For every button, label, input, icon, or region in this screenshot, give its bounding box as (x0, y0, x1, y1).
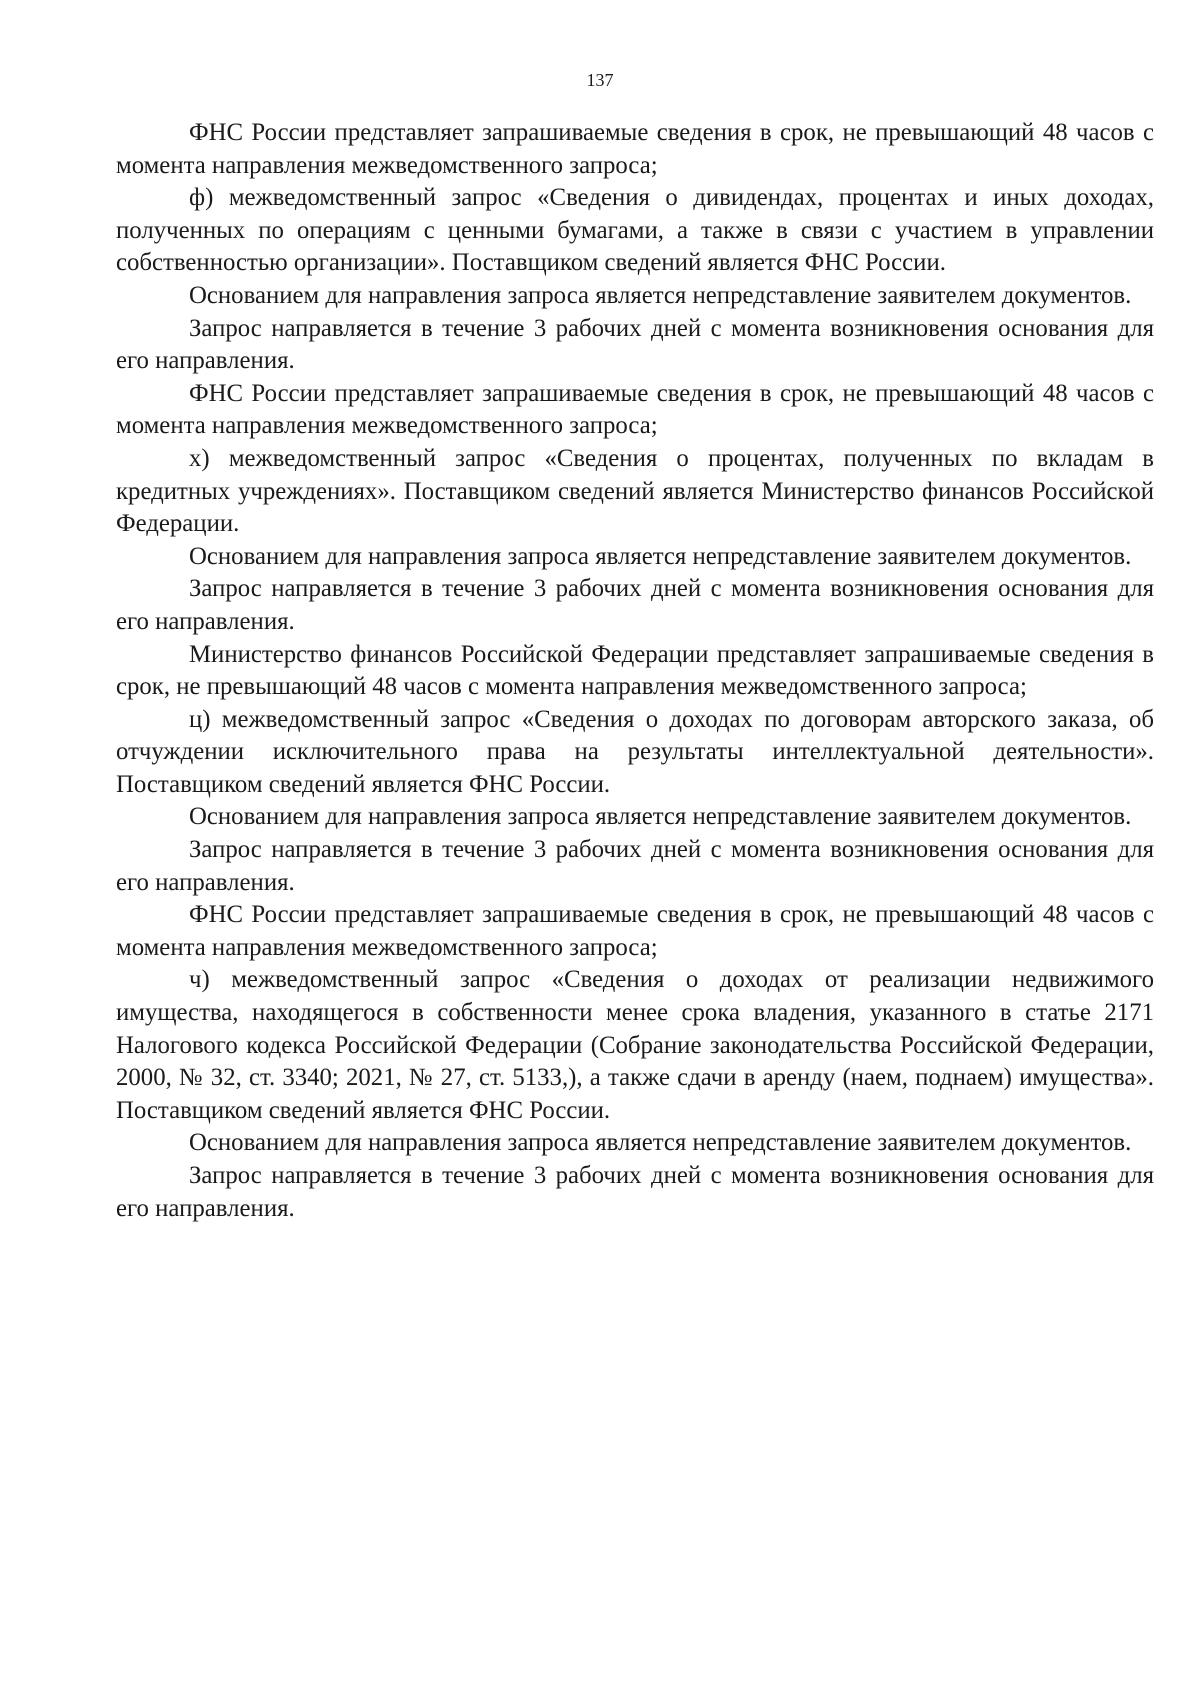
paragraph: Основанием для направления запроса является непредставление заявителем документов. (189, 1129, 1132, 1157)
paragraph: х) межведомственный запрос «Сведения о процентах, полученных по вкладам в кредитных учреждениях». Поставщиком сведений является Министерство финансов Российской Федерации. (116, 444, 1154, 538)
paragraph: Запрос направляется в течение 3 рабочих дней с момента возникновения основания для его направления. (116, 1162, 1154, 1222)
paragraph: Министерство финансов Российской Федерации представляет запрашиваемые сведения в срок, не превышающий 48 часов с момента направления межведомственного запроса; (116, 640, 1154, 701)
paragraph: ф) межведомственный запрос «Сведения о дивидендах, процентах и иных доходах, полученных по операциям с ценными бумагами, а также в связи с участием в управлении собственностью организации». Поставщиком сведений является ФНС России. (116, 184, 1154, 277)
paragraph: Основанием для направления запроса является непредставление заявителем документов. (189, 803, 1132, 831)
paragraph: Запрос направляется в течение 3 рабочих дней с момента возникновения основания для его направления. (116, 836, 1154, 896)
paragraph: Запрос направляется в течение 3 рабочих дней с момента возникновения основания для его направления. (116, 575, 1154, 635)
paragraph: Основанием для направления запроса является непредставление заявителем документов. (189, 281, 1132, 309)
paragraph: ФНС России представляет запрашиваемые сведения в срок, не превышающий 48 часов с момента направления межведомственного запроса; (116, 901, 1154, 961)
document-body (116, 117, 1154, 1225)
paragraph: ФНС России представляет запрашиваемые сведения в срок, не превышающий 48 часов с момента направления межведомственного запроса; (116, 119, 1154, 179)
paragraph: Запрос направляется в течение 3 рабочих дней с момента возникновения основания для его направления. (116, 314, 1154, 375)
paragraph: ФНС России представляет запрашиваемые сведения в срок, не превышающий 48 часов с момента направления межведомственного запроса; (116, 379, 1154, 440)
paragraph: ц) межведомственный запрос «Сведения о доходах по договорам авторского заказа, об отчуждении исключительного права на результаты интеллектуальной деятельности». Поставщиком сведений является ФНС России. (116, 705, 1154, 798)
page-number: 137 (586, 70, 614, 90)
paragraph: ч) межведомственный запрос «Сведения о доходах от реализации недвижимого имущества, находящегося в собственности менее срока владения, указанного в статье 2171 Налогового кодекса Российской Федерации (Собрание законодательства Российской Федерации, 2000, № 32, ст. 3340; 2021, № 27, ст. 5133,), а также сдачи в аренду (наем, поднаем) имущества». Поставщиком сведений является ФНС России. (116, 966, 1154, 1124)
paragraph: Основанием для направления запроса является непредставление заявителем документов. (189, 542, 1132, 570)
